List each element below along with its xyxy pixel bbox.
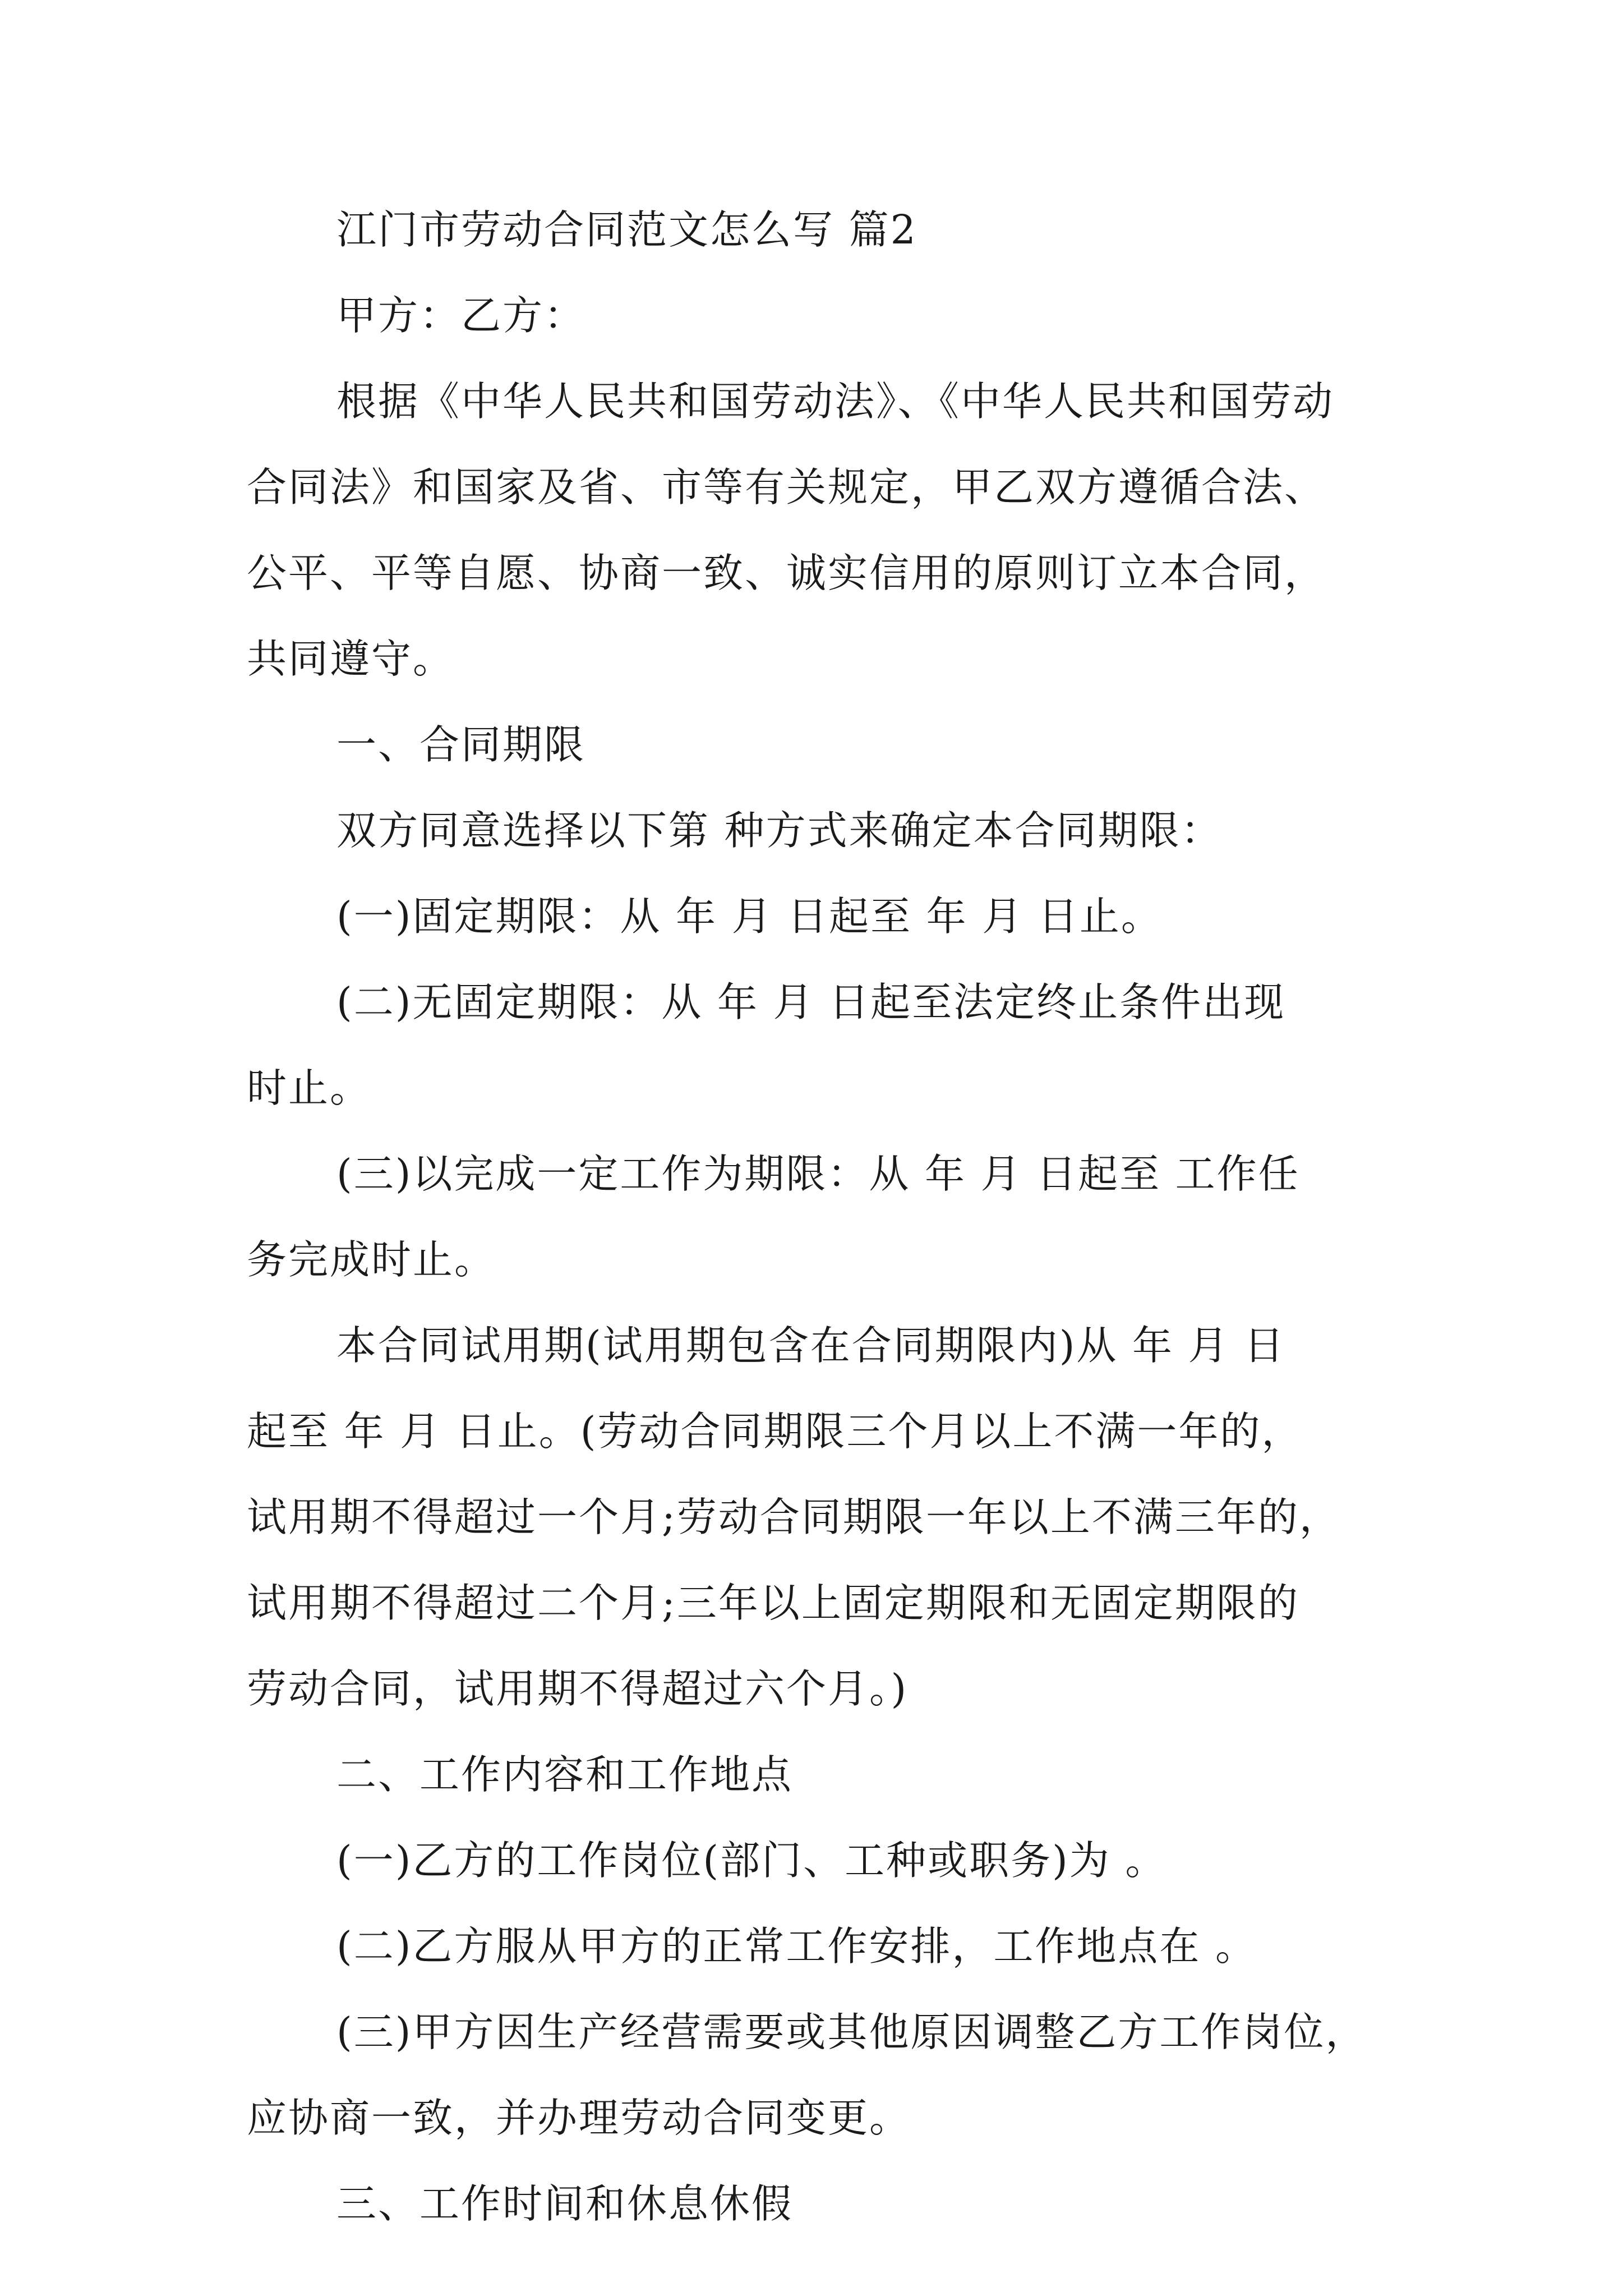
parties-line: 甲方：乙方：	[336, 292, 586, 339]
paragraph-line: 试用期不得超过一个月;劳动合同期限一年以上不满三年的，	[247, 1494, 1341, 1540]
paragraph-line: 时止。	[247, 1065, 372, 1111]
paragraph-line: 本合同试用期(试用期包含在合同期限内)从 年 月 日	[336, 1322, 1286, 1369]
paragraph-line: 根据《中华人民共和国劳动法》、《中华人民共和国劳动	[336, 378, 1335, 425]
document-title: 江门市劳动合同范文怎么写 篇2	[336, 206, 917, 253]
paragraph-line: 起至 年 月 日止。(劳动合同期限三个月以上不满一年的，	[247, 1408, 1303, 1455]
paragraph-line: (二)乙方服从甲方的正常工作安排，工作地点在 。	[336, 1923, 1257, 1970]
paragraph-line: 共同遵守。	[247, 636, 455, 682]
paragraph-line: 公平、平等自愿、协商一致、诚实信用的原则订立本合同，	[247, 550, 1326, 596]
paragraph-line: (二)无固定期限：从 年 月 日起至法定终止条件出现	[336, 979, 1286, 1025]
document-body	[247, 208, 1391, 2267]
paragraph-line: 务完成时止。	[247, 1236, 496, 1283]
paragraph-line: 合同法》和国家及省、市等有关规定，甲乙双方遵循合法、	[247, 464, 1326, 510]
section-heading: 二、工作内容和工作地点	[336, 1751, 794, 1798]
paragraph-line: 劳动合同，试用期不得超过六个月。)	[247, 1665, 909, 1712]
paragraph-line: 应协商一致，并办理劳动合同变更。	[247, 2095, 911, 2141]
paragraph-line: (三)甲方因生产经营需要或其他原因调整乙方工作岗位，	[336, 2009, 1367, 2055]
section-heading: 三、工作时间和休息休假	[336, 2180, 794, 2227]
paragraph-line: (三)以完成一定工作为期限：从 年 月 日起至 工作任	[336, 1151, 1300, 1197]
paragraph-line: (一)乙方的工作岗位(部门、工种或职务)为 。	[336, 1837, 1167, 1884]
paragraph-line: 双方同意选择以下第 种方式来确定本合同期限：	[336, 807, 1223, 854]
paragraph-line: (一)固定期限：从 年 月 日起至 年 月 日止。	[336, 893, 1163, 940]
paragraph-line: 试用期不得超过二个月;三年以上固定期限和无固定期限的	[247, 1580, 1299, 1626]
section-heading: 一、合同期限	[336, 721, 586, 768]
